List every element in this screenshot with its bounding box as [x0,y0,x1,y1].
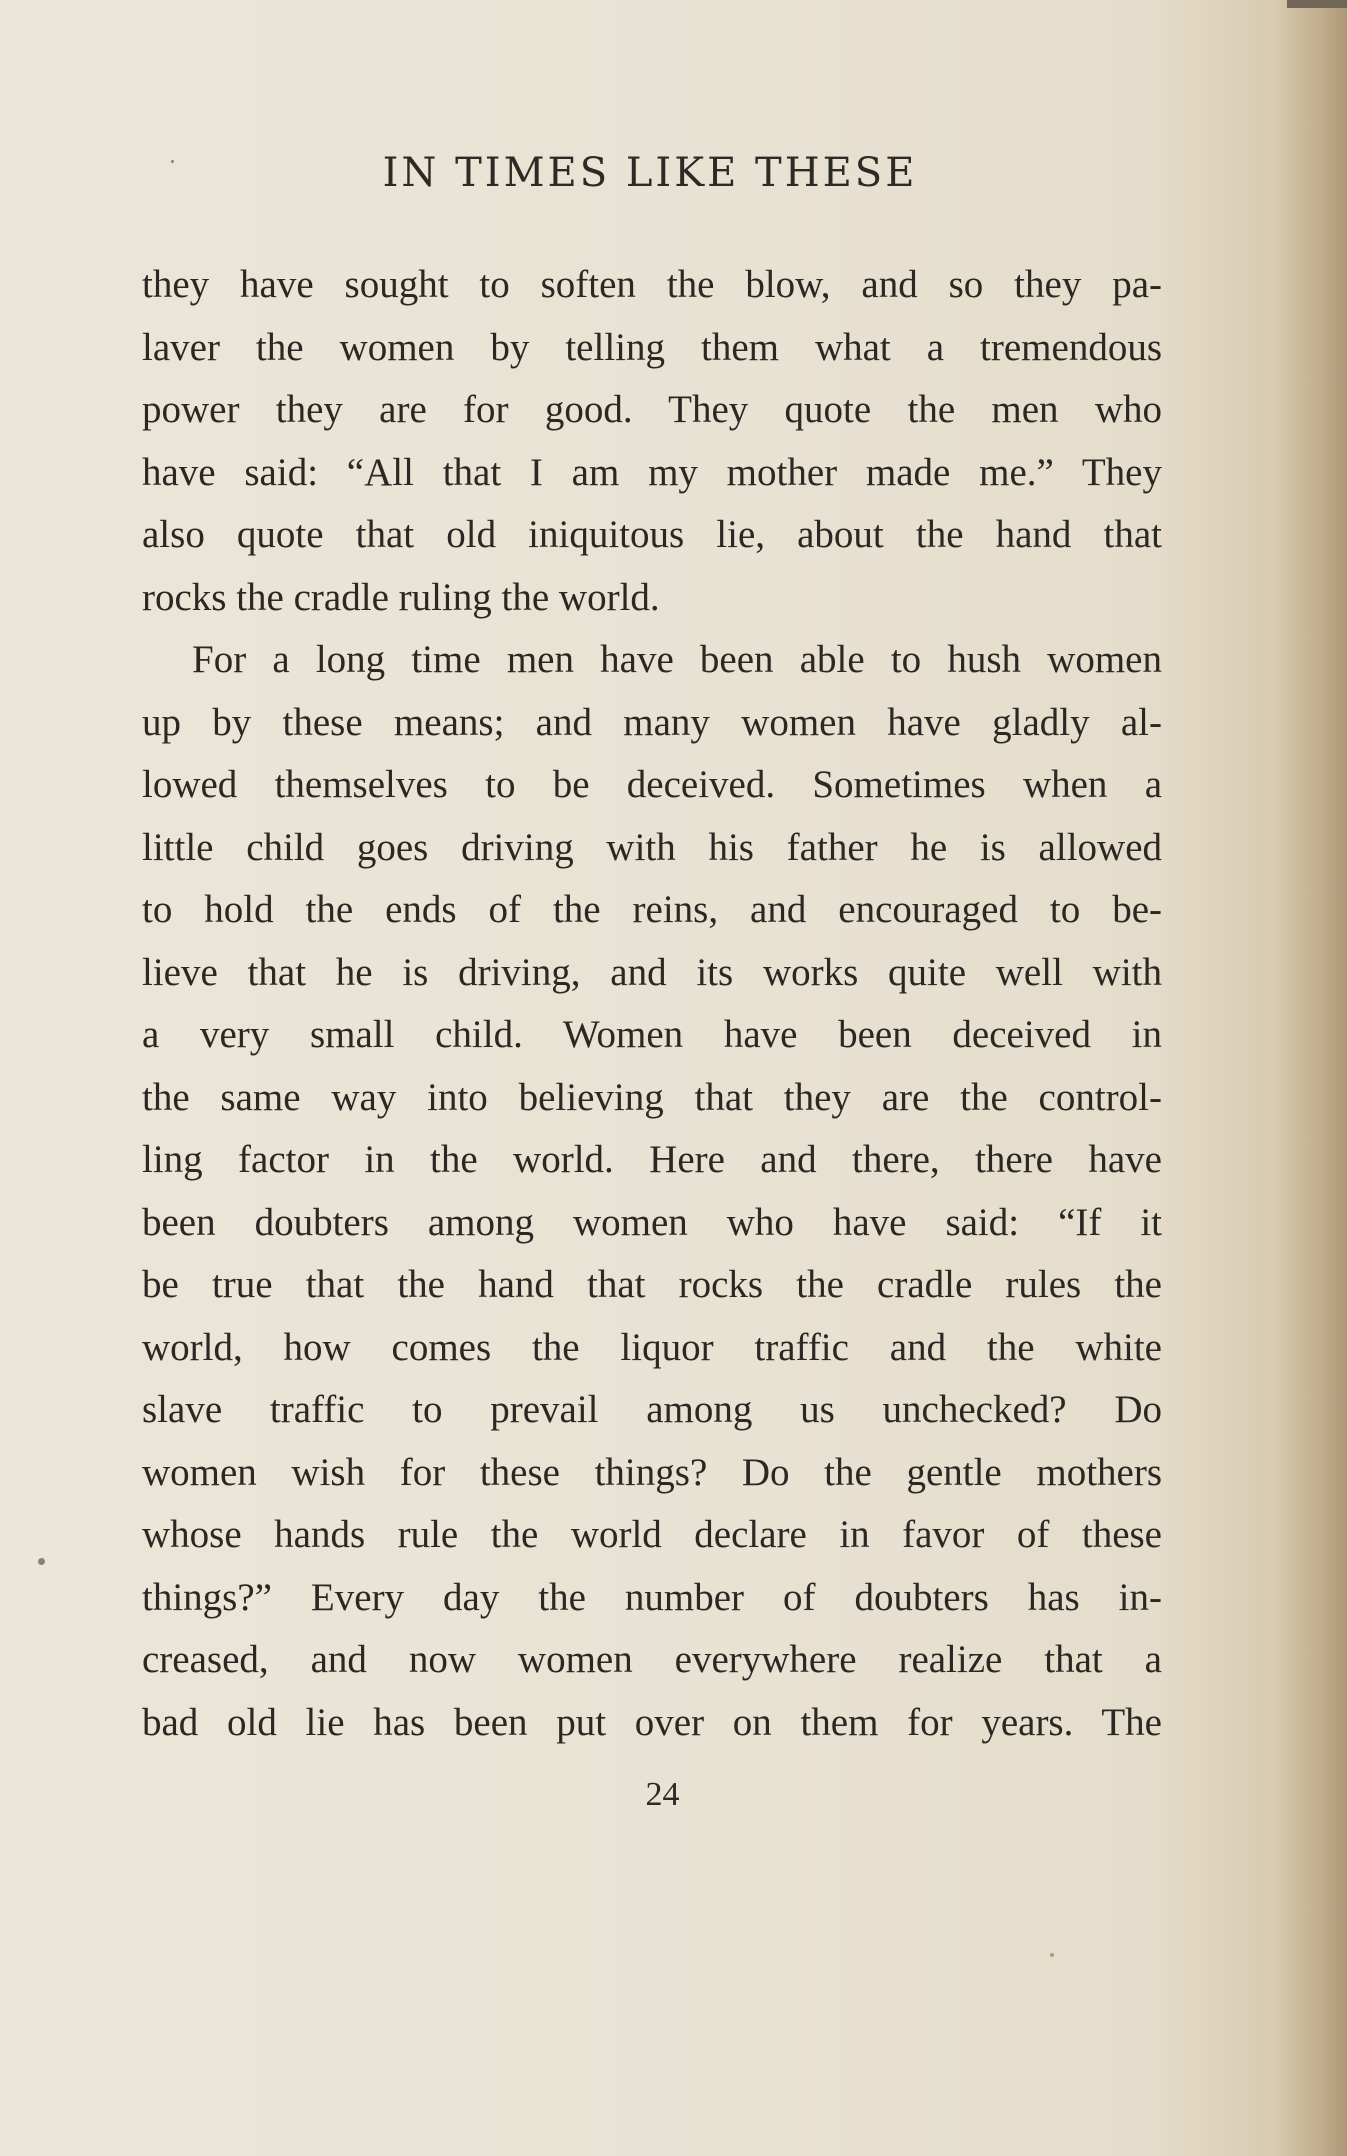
text-line: whose hands rule the world declare in favor of these [142,1513,1162,1556]
text-line: laver the women by telling them what a tremendous [142,325,1162,369]
text-line: For a long time men have been able to hush women [192,638,1162,681]
text-line: lieve that he is driving, and its works quite well with [142,950,1162,994]
text-line: bad old lie has been put over on them for years. The [142,1700,1162,1744]
text-line: power they are for good. They quote the men who [142,388,1162,431]
page-top-edge [1287,0,1347,8]
text-line: to hold the ends of the reins, and encouraged to be- [142,888,1162,931]
text-line: little child goes driving with his father he is allowed [142,825,1162,869]
text-line: women wish for these things? Do the gentle mothers [142,1450,1162,1494]
text-line: lowed themselves to be deceived. Sometimes when a [142,763,1162,806]
page-edge-shadow [1277,0,1347,2156]
text-line: have said: “All that I am my mother made me.” They [142,450,1162,494]
text-line: things?” Every day the number of doubters has in- [142,1575,1162,1619]
running-head: IN TIMES LIKE THESE [382,150,918,196]
text-line: slave traffic to prevail among us unchecked? Do [142,1388,1162,1431]
page-number: 24 [645,1776,680,1813]
text-line: be true that the hand that rocks the cradle rules the [142,1263,1162,1306]
text-line: been doubters among women who have said: “If it [142,1200,1162,1244]
text-line: a very small child. Women have been deceived in [142,1013,1162,1056]
paper-speck [38,1558,45,1565]
text-line: also quote that old iniquitous lie, about the hand that [142,513,1162,556]
text-line: creased, and now women everywhere realize that a [142,1638,1162,1681]
text-line: ling factor in the world. Here and there, there have [142,1138,1162,1181]
body-text [142,254,1162,1754]
text-line: up by these means; and many women have gladly al- [142,700,1162,744]
text-line: rocks the cradle ruling the world. [142,575,660,619]
text-line: world, how comes the liquor traffic and the white [142,1325,1162,1369]
paper-speck [1050,1953,1054,1957]
paper-speck [171,160,174,163]
text-line: they have sought to soften the blow, and so they pa- [142,263,1162,306]
text-line: the same way into believing that they are the control- [142,1075,1162,1119]
